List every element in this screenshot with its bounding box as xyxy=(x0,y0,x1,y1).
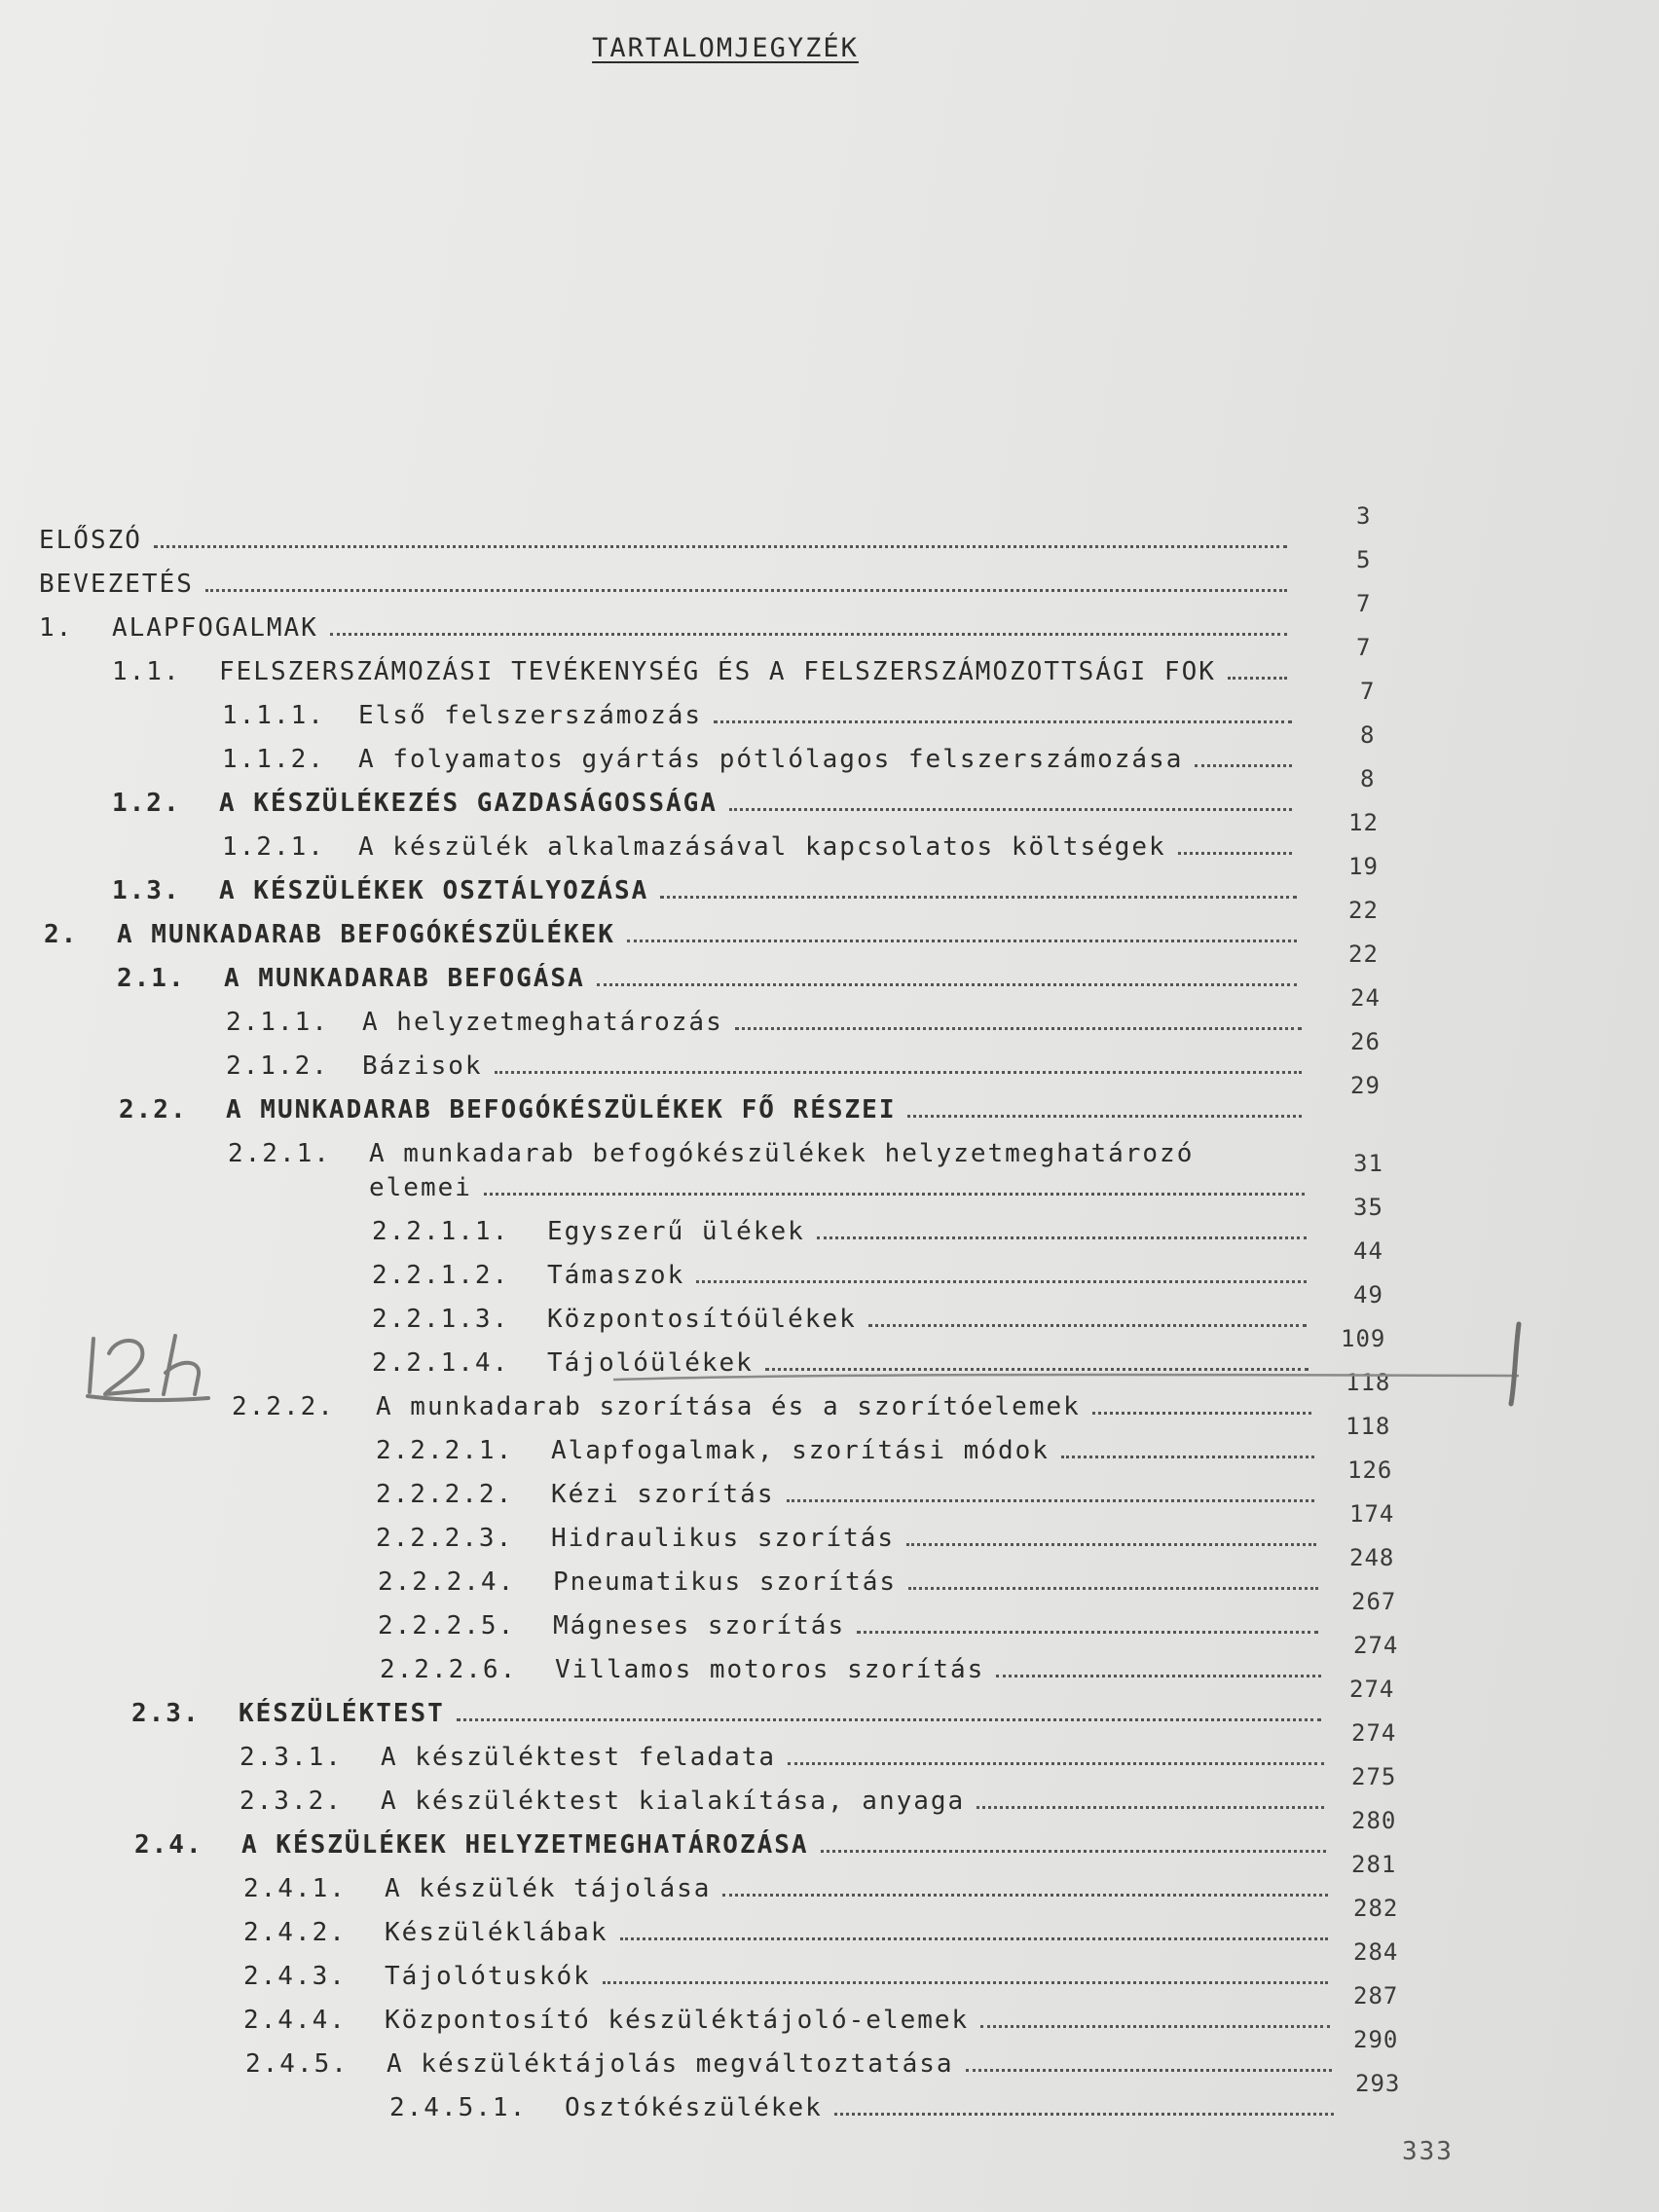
toc-entry-number: 1. xyxy=(39,613,74,643)
toc-page-number: 22 xyxy=(1348,897,1379,924)
toc-entry-label: Kézi szorítás xyxy=(551,1480,775,1509)
toc-entry-label: FELSZERSZÁMOZÁSI TEVÉKENYSÉG ÉS A FELSZERSZÁMOZOTTSÁGI FOK xyxy=(219,657,1216,686)
toc-page-number: 31 xyxy=(1353,1150,1383,1177)
toc-entry-label: ALAPFOGALMAK xyxy=(112,613,318,643)
page-title: TARTALOMJEGYZÉK xyxy=(592,33,859,63)
toc-page-number: 12 xyxy=(1348,809,1379,836)
toc-page-number: 267 xyxy=(1351,1588,1397,1615)
toc-entry-label: Első felszerszámozás xyxy=(358,701,703,730)
toc-entry-number: 2.2.1.1. xyxy=(372,1217,510,1246)
toc-entry-label: Tájolótuskók xyxy=(385,1962,591,1991)
toc-page-number: 7 xyxy=(1356,590,1372,617)
toc-entry-label: A folyamatos gyártás pótlólagos felszerszámozása xyxy=(358,745,1184,774)
toc-page-number: 7 xyxy=(1360,678,1376,705)
toc-entry-number: 2.4. xyxy=(134,1830,203,1860)
toc-entry-number: 2.2.2.5. xyxy=(378,1611,516,1641)
toc-page-number: 22 xyxy=(1348,940,1379,968)
toc-entry-label: Hidraulikus szorítás xyxy=(551,1524,896,1553)
toc-entry-label: Központosító készüléktájoló-elemek xyxy=(385,2006,970,2035)
toc-page-number: 29 xyxy=(1350,1072,1381,1099)
toc-entry-number: 1.3. xyxy=(112,876,181,905)
toc-page-number: 19 xyxy=(1348,853,1379,880)
toc-entry-label: A KÉSZÜLÉKEK OSZTÁLYOZÁSA xyxy=(219,876,649,905)
toc-entry-number: 2.3.1. xyxy=(240,1743,343,1772)
toc-entry-number: 1.1.1. xyxy=(222,701,325,730)
toc-entry-number: 2.3. xyxy=(131,1699,201,1728)
toc-page-number: 282 xyxy=(1353,1895,1399,1922)
toc-page-number: 293 xyxy=(1355,2070,1401,2097)
toc-entry-label: Támaszok xyxy=(547,1261,685,1290)
toc-page-number: 284 xyxy=(1353,1938,1399,1966)
toc-entry-label: A készülék alkalmazásával kapcsolatos költségek xyxy=(358,832,1166,862)
toc-entry-label: A MUNKADARAB BEFOGÓKÉSZÜLÉKEK xyxy=(117,920,615,949)
toc-entry-label: A munkadarab befogókészülékek helyzetmeghatározó xyxy=(369,1139,1195,1168)
toc-entry-label: A KÉSZÜLÉKEZÉS GAZDASÁGOSSÁGA xyxy=(219,789,718,818)
toc-entry-number: 2.2.2.2. xyxy=(376,1480,514,1509)
page-folio: 333 xyxy=(1402,2137,1454,2166)
toc-page-number: 3 xyxy=(1356,502,1372,530)
toc-entry-number: 2.2.2.1. xyxy=(376,1436,514,1465)
toc-entry-label: A készüléktájolás megváltoztatása xyxy=(387,2049,954,2079)
toc-page-number: 118 xyxy=(1346,1369,1391,1396)
toc-page-number: 35 xyxy=(1353,1194,1383,1221)
toc-page-number: 174 xyxy=(1349,1500,1395,1528)
toc-page-number: 274 xyxy=(1351,1719,1397,1747)
toc-entry-number: 2.2.2. xyxy=(232,1392,335,1421)
toc-entry-number: 2.2.1.4. xyxy=(372,1348,510,1378)
toc-entry-label: Készüléklábak xyxy=(385,1918,608,1947)
toc-entry-label: A készüléktest feladata xyxy=(381,1743,777,1772)
toc-entry-label: Egyszerű ülékek xyxy=(547,1217,805,1246)
toc-entry-label: A munkadarab szorítása és a szorítóelemek xyxy=(376,1392,1081,1421)
toc-entry-number: 2.2.1. xyxy=(228,1139,331,1168)
toc-entry-label: A készülék tájolása xyxy=(385,1874,712,1903)
toc-page-number: 8 xyxy=(1360,765,1376,793)
toc-page-number: 275 xyxy=(1351,1763,1397,1790)
toc-entry-label: Alapfogalmak, szorítási módok xyxy=(551,1436,1050,1465)
toc-page-number: 126 xyxy=(1347,1456,1393,1484)
toc-entry-label: Pneumatikus szorítás xyxy=(553,1567,898,1597)
toc-entry-number: 2.2. xyxy=(119,1095,188,1124)
toc-entry-label: Bázisok xyxy=(362,1051,483,1081)
handwritten-note-12h xyxy=(88,1336,208,1400)
toc-page-number: 44 xyxy=(1353,1237,1383,1265)
toc-entry-number: 1.2.1. xyxy=(222,832,325,862)
toc-page-number: 109 xyxy=(1341,1325,1386,1352)
toc-entry-number: 2.2.2.6. xyxy=(380,1655,518,1684)
toc-page-number: 8 xyxy=(1360,721,1376,749)
toc-entry-number: 1.1. xyxy=(112,657,181,686)
toc-page-number: 49 xyxy=(1353,1281,1383,1309)
toc-entry-label: BEVEZETÉS xyxy=(39,570,194,599)
toc-entry-number: 2.4.5.1. xyxy=(389,2093,528,2122)
toc-entry-number: 2.4.2. xyxy=(243,1918,347,1947)
toc-entry-label: A készüléktest kialakítása, anyaga xyxy=(381,1787,966,1816)
toc-page-number: 287 xyxy=(1353,1982,1399,2009)
toc-entry-number: 2.1.2. xyxy=(226,1051,329,1081)
toc-entry-label: KÉSZÜLÉKTEST xyxy=(239,1699,445,1728)
toc-entry-number: 2.2.2.3. xyxy=(376,1524,514,1553)
toc-page-number: 281 xyxy=(1351,1851,1397,1878)
toc-entry-label: A MUNKADARAB BEFOGÁSA xyxy=(224,964,585,993)
toc-entry-label: A MUNKADARAB BEFOGÓKÉSZÜLÉKEK FŐ RÉSZEI xyxy=(226,1095,897,1124)
toc-entry-label: ELŐSZÓ xyxy=(39,526,142,555)
toc-entry-number: 2.1.1. xyxy=(226,1008,329,1037)
toc-entry-number: 2.4.3. xyxy=(243,1962,347,1991)
toc-entry-label: elemei xyxy=(369,1173,472,1202)
toc-page-number: 248 xyxy=(1349,1544,1395,1571)
toc-entry-label: A KÉSZÜLÉKEK HELYZETMEGHATÁROZÁSA xyxy=(241,1830,809,1860)
toc-page-number: 280 xyxy=(1351,1807,1397,1834)
toc-entry-label: Központosítóülékek xyxy=(547,1305,857,1334)
toc-page-number: 118 xyxy=(1346,1413,1391,1440)
toc-page-number: 274 xyxy=(1353,1632,1399,1659)
toc-entry-label: A helyzetmeghatározás xyxy=(362,1008,723,1037)
toc-entry-number: 1.2. xyxy=(112,789,181,818)
toc-page-number: 290 xyxy=(1353,2026,1399,2053)
toc-page-number: 5 xyxy=(1356,546,1372,573)
toc-page-number: 24 xyxy=(1350,984,1381,1012)
toc-entry-number: 2. xyxy=(44,920,79,949)
toc-entry-number: 2.4.5. xyxy=(245,2049,349,2079)
toc-entry-number: 2.1. xyxy=(117,964,186,993)
toc-entry-label: Villamos motoros szorítás xyxy=(555,1655,985,1684)
toc-page-number: 274 xyxy=(1349,1676,1395,1703)
toc-entry-label: Mágneses szorítás xyxy=(553,1611,846,1641)
toc-page-number: 26 xyxy=(1350,1028,1381,1055)
toc-entry-number: 2.4.1. xyxy=(243,1874,347,1903)
toc-page-number: 7 xyxy=(1356,634,1372,661)
toc-entry-label: Tájolóülékek xyxy=(547,1348,754,1378)
toc-entry-number: 2.2.1.3. xyxy=(372,1305,510,1334)
pencil-tick xyxy=(1511,1324,1519,1404)
toc-entry-number: 2.3.2. xyxy=(240,1787,343,1816)
toc-entry-number: 2.2.1.2. xyxy=(372,1261,510,1290)
toc-entry-number: 1.1.2. xyxy=(222,745,325,774)
toc-entry-label: Osztókészülékek xyxy=(565,2093,823,2122)
pencil-line xyxy=(613,1375,1519,1380)
toc-entry-number: 2.2.2.4. xyxy=(378,1567,516,1597)
toc-entry-number: 2.4.4. xyxy=(243,2006,347,2035)
